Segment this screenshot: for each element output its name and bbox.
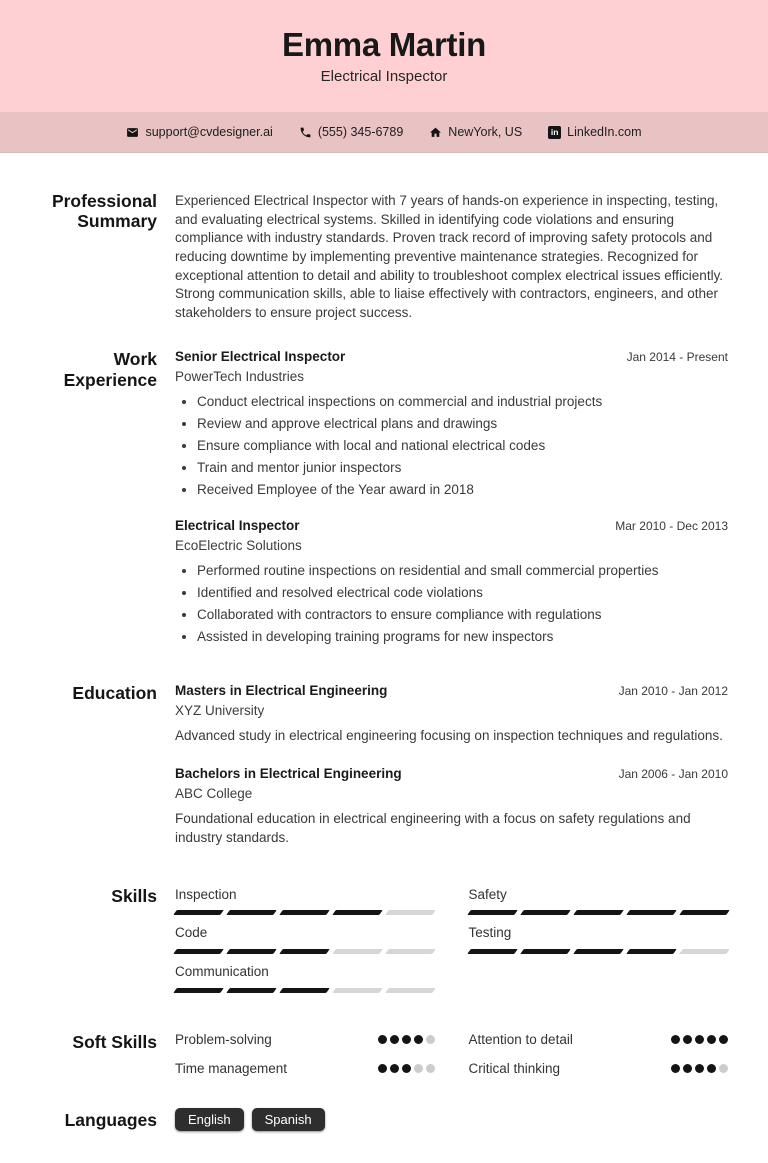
section-heading-languages: Languages: [64, 1109, 157, 1130]
contact-linkedin[interactable]: [548, 125, 641, 139]
section-work-experience: [40, 349, 728, 645]
section-heading-summary: Professional Summary: [51, 191, 157, 232]
contact-linkedin-text: LinkedIn.com: [567, 125, 642, 139]
soft-skill-item: [175, 1032, 435, 1047]
skill-item: [469, 924, 729, 954]
job-entry: [175, 518, 728, 645]
soft-skills-column-right: [469, 1032, 729, 1076]
education-entry: [175, 683, 728, 746]
section-professional-summary: [40, 191, 728, 322]
skill-level-bar: [469, 949, 729, 954]
education-description: Foundational education in electrical engineering with a focus on safety regulations and industry standards.: [175, 811, 691, 845]
job-bullet-list: [175, 562, 728, 645]
soft-skill-level-dots: [378, 1064, 435, 1073]
skills-column-left: [175, 886, 435, 1002]
contact-phone-text: (555) 345-6789: [317, 125, 404, 139]
soft-skill-name: Problem-solving: [175, 1031, 272, 1047]
job-title: Senior Electrical Inspector: [175, 349, 346, 365]
phone-icon: [299, 126, 312, 139]
soft-skill-level-dots: [671, 1035, 728, 1044]
home-icon: [429, 126, 442, 139]
skill-item: [175, 886, 435, 916]
job-entry: [175, 349, 728, 498]
job-dates: Mar 2010 - Dec 2013: [615, 519, 728, 534]
contact-location-text: NewYork, US: [448, 125, 523, 139]
language-pill-list: [175, 1108, 728, 1132]
school-name: ABC College: [175, 786, 253, 802]
linkedin-icon: in: [548, 126, 561, 139]
education-dates: Jan 2006 - Jan 2010: [618, 767, 728, 782]
section-heading-soft-skills: Soft Skills: [72, 1031, 157, 1052]
section-soft-skills: [40, 1032, 728, 1076]
bullet-item: • Received Employee of the Year award in 2018: [197, 481, 728, 499]
education-description: Advanced study in electrical engineering focusing on inspection techniques and regulations.: [175, 728, 723, 744]
summary-text: Experienced Electrical Inspector with 7 years of hands-on experience in inspecting, testing, and evaluating electrical systems. Skilled in identifying code violations and ensuring compliance with industry standards. Proven track record of improving safety protocols and reducing downtime by implementing preventive maintenance strategies. Recognized for exceptional attention to detail and ability to troubleshoot complex electrical issues efficiently. Strong communication skills, able to liaise effectively with contractors, engineers, and other stakeholders to ensure project success.: [175, 193, 724, 320]
contact-phone[interactable]: [299, 125, 403, 139]
contact-email[interactable]: [126, 125, 272, 139]
resume-body: [0, 153, 768, 1163]
bullet-item: • Performed routine inspections on residential and small commercial properties: [197, 562, 728, 580]
job-dates: Jan 2014 - Present: [626, 350, 728, 365]
skill-name: Safety: [468, 886, 507, 902]
bullet-item: • Train and mentor junior inspectors: [197, 459, 728, 477]
language-pill: English: [175, 1108, 244, 1132]
soft-skill-name: Attention to detail: [468, 1031, 573, 1047]
soft-skill-level-dots: [378, 1035, 435, 1044]
skill-level-bar: [175, 988, 435, 993]
bullet-item: • Review and approve electrical plans and drawings: [197, 415, 728, 433]
section-languages: [40, 1110, 728, 1132]
section-skills: [40, 886, 728, 1002]
school-name: XYZ University: [175, 703, 265, 719]
soft-skill-item: [469, 1061, 729, 1076]
bullet-item: • Conduct electrical inspections on commercial and industrial projects: [197, 393, 728, 411]
job-bullet-list: [175, 393, 728, 498]
bullet-item: • Assisted in developing training programs for new inspectors: [197, 628, 728, 646]
skills-column-right: [469, 886, 729, 963]
candidate-name: Emma Martin: [282, 25, 486, 63]
soft-skills-column-left: [175, 1032, 435, 1076]
soft-skill-name: Time management: [175, 1060, 288, 1076]
skill-item: [175, 924, 435, 954]
skill-name: Inspection: [175, 886, 237, 902]
contact-location: [429, 125, 522, 139]
skill-item: [469, 886, 729, 916]
candidate-job-title: Electrical Inspector: [320, 68, 448, 86]
section-education: [40, 683, 728, 847]
bullet-item: • Identified and resolved electrical code violations: [197, 584, 728, 602]
contact-bar: [0, 112, 768, 153]
job-title: Electrical Inspector: [175, 518, 300, 534]
soft-skill-item: [175, 1061, 435, 1076]
skill-name: Code: [175, 925, 208, 941]
resume-header: [0, 0, 768, 112]
soft-skill-item: [469, 1032, 729, 1047]
section-heading-work: Work Experience: [63, 349, 157, 390]
skill-item: [175, 963, 435, 993]
skill-name: Communication: [175, 963, 269, 979]
email-icon: [126, 126, 139, 139]
skill-level-bar: [469, 910, 729, 915]
soft-skill-level-dots: [671, 1064, 728, 1073]
contact-email-text: support@cvdesigner.ai: [145, 125, 273, 139]
language-pill: Spanish: [252, 1108, 325, 1132]
job-company: PowerTech Industries: [175, 369, 305, 385]
degree-title: Bachelors in Electrical Engineering: [175, 766, 402, 782]
bullet-item: • Collaborated with contractors to ensure compliance with regulations: [197, 606, 728, 624]
degree-title: Masters in Electrical Engineering: [175, 683, 388, 699]
skill-level-bar: [175, 949, 435, 954]
education-dates: Jan 2010 - Jan 2012: [618, 684, 728, 699]
skill-name: Testing: [468, 925, 512, 941]
section-heading-skills: Skills: [111, 885, 157, 906]
bullet-item: • Ensure compliance with local and national electrical codes: [197, 437, 728, 455]
job-company: EcoElectric Solutions: [175, 538, 302, 554]
education-entry: [175, 766, 728, 848]
soft-skill-name: Critical thinking: [468, 1060, 561, 1076]
skill-level-bar: [175, 910, 435, 915]
section-heading-education: Education: [72, 683, 157, 704]
